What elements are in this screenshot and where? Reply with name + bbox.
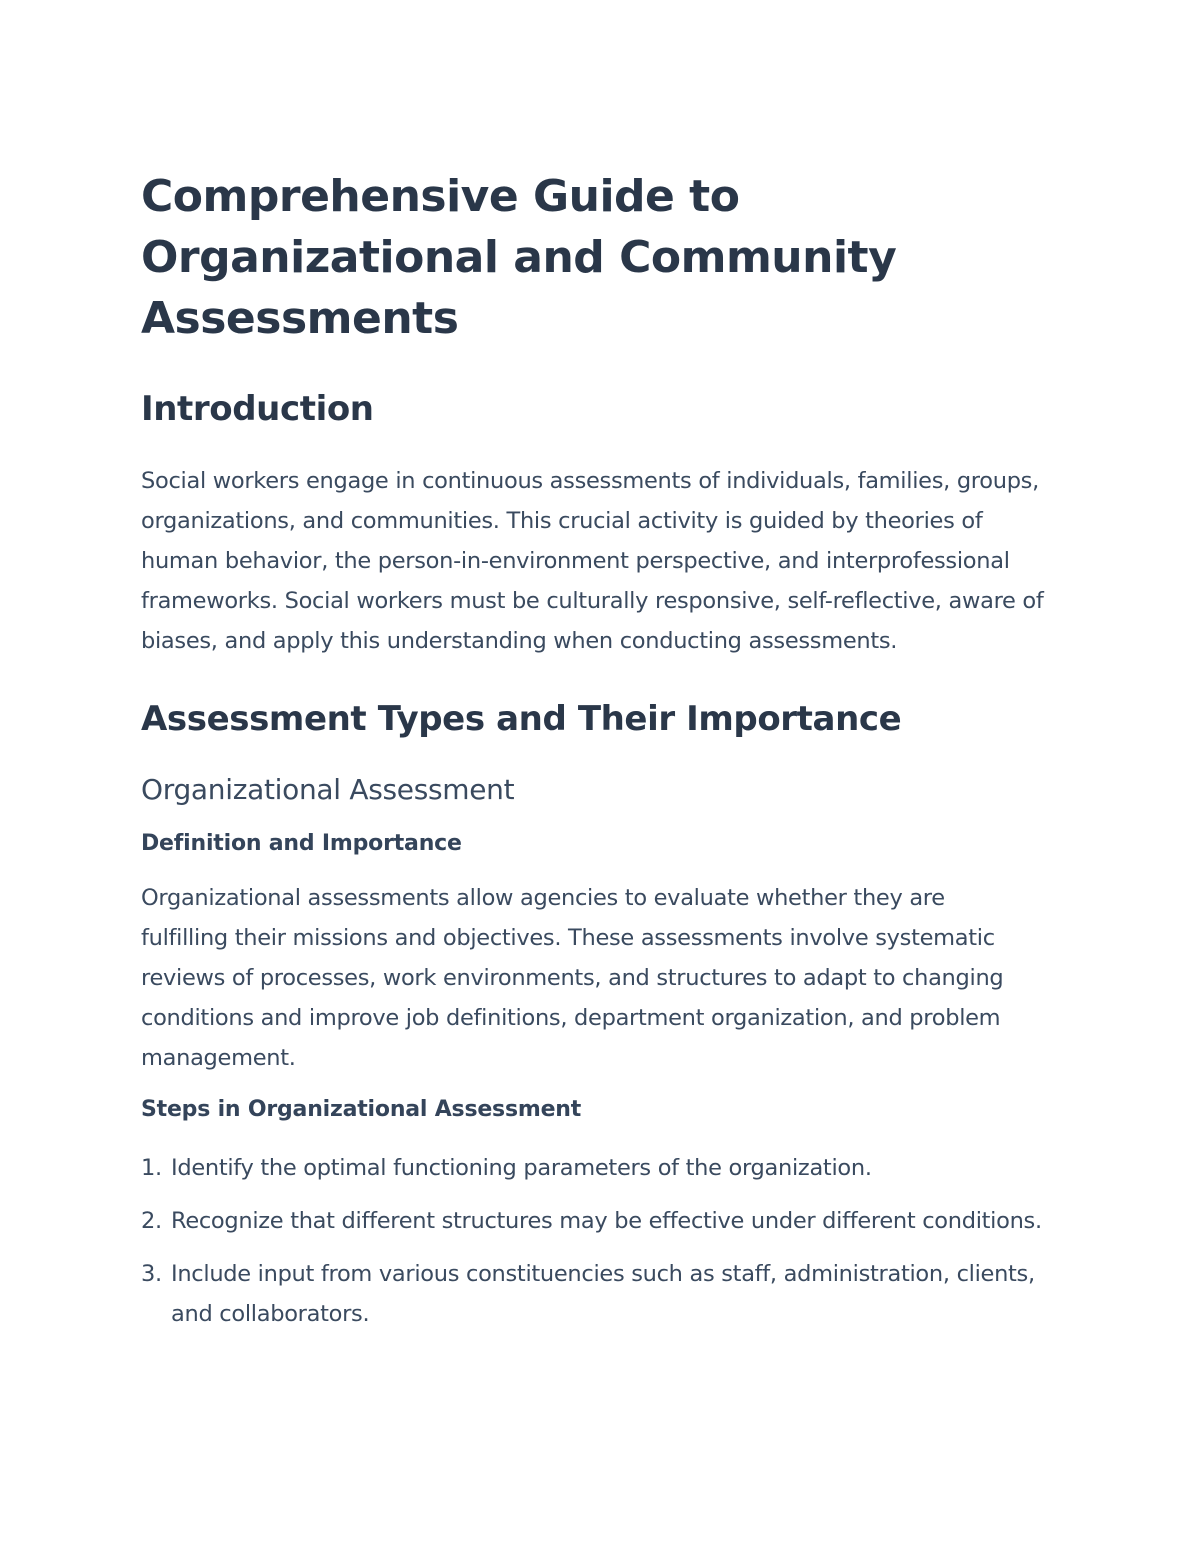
list-item-text: Identify the optimal functioning parameters of the organization. (171, 1155, 872, 1181)
list-item (141, 1201, 1051, 1241)
document-page (141, 166, 1071, 1334)
list-item-text: Recognize that different structures may be effective under different conditions. (171, 1208, 1042, 1234)
list-item-number: 3. (141, 1261, 162, 1287)
introduction-paragraph: Social workers engage in continuous assessments of individuals, families, groups, organizations, and communities. This crucial activity is guided by theories of human behavior, the person-in-environment perspective, and interprofessional frameworks. Social workers must be culturally responsive, self-reflective, aware of biases, and apply this understanding when conducting assessments. (141, 468, 1044, 654)
definition-heading: Definition and Importance (141, 831, 462, 856)
assessment-types-heading: Assessment Types and Their Importance (141, 699, 902, 739)
list-item (141, 1254, 1051, 1334)
organizational-assessment-heading: Organizational Assessment (141, 773, 515, 806)
introduction-heading: Introduction (141, 389, 374, 429)
list-item-text: Include input from various constituencies such as staff, administration, clients, and collaborators. (171, 1261, 1035, 1327)
steps-heading: Steps in Organizational Assessment (141, 1097, 582, 1122)
list-item-number: 1. (141, 1155, 162, 1181)
document-title: Comprehensive Guide to Organizational and Community Assessments (141, 171, 897, 344)
steps-list (141, 1148, 1071, 1334)
list-item-number: 2. (141, 1208, 162, 1234)
definition-paragraph: Organizational assessments allow agencies to evaluate whether they are fulfilling their missions and objectives. These assessments involve systematic reviews of processes, work environments, and structures to adapt to changing conditions and improve job definitions, department organization, and problem management. (141, 885, 1004, 1071)
list-item (141, 1148, 1051, 1188)
